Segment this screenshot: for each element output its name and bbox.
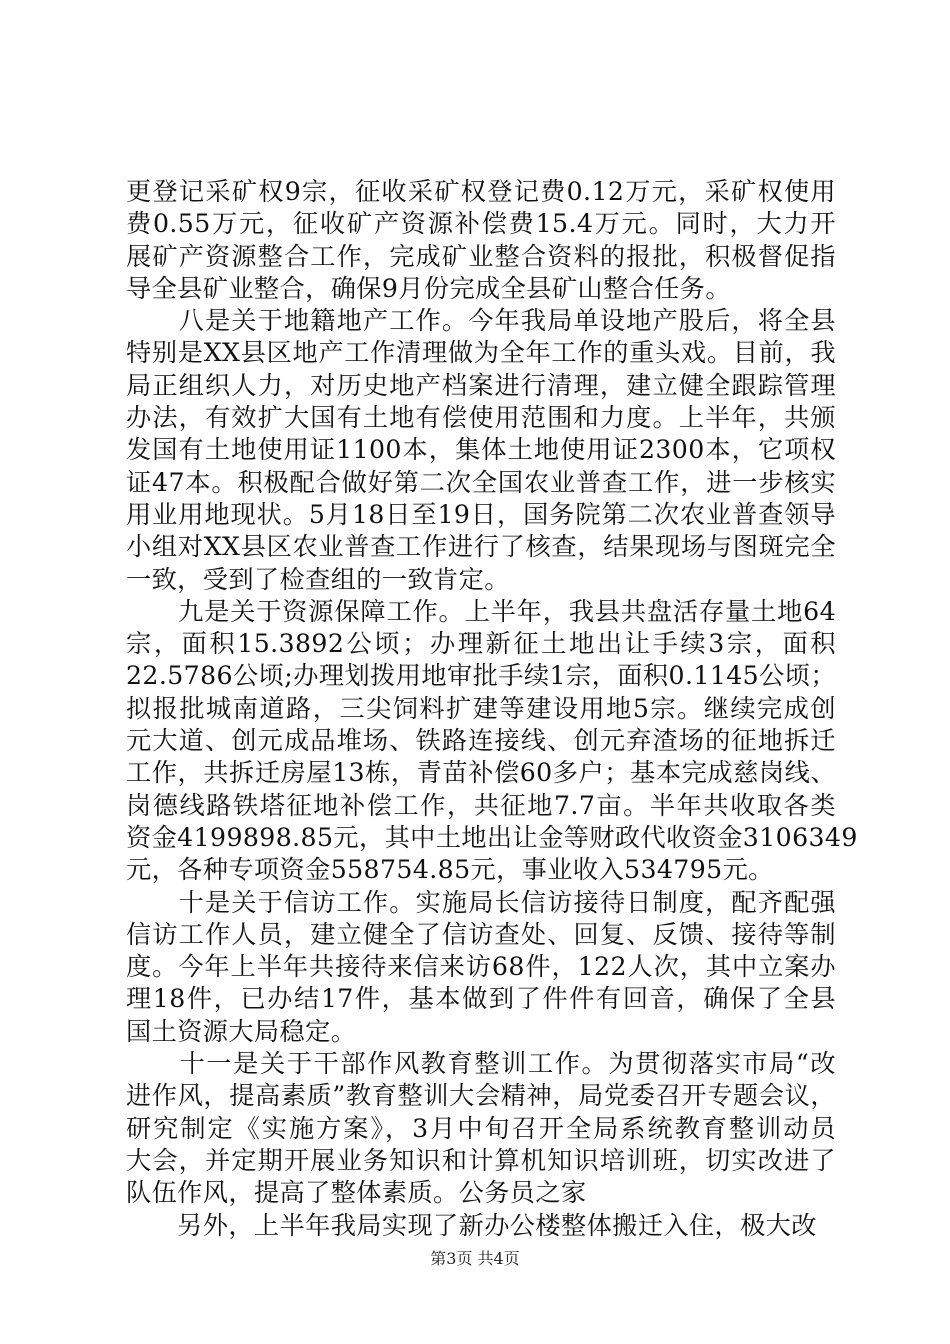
text-line: 大会，并定期开展业务知识和计算机知识培训班，切实改进了 <box>126 1145 836 1175</box>
text-line: 工作，共拆迁房屋13栋，青苗补偿60多户；基本完成慈岗线、 <box>126 758 836 788</box>
text-line: 十一是关于干部作风教育整训工作。为贯彻落实市局“改 <box>126 1049 836 1079</box>
text-line: 特别是XX县区地产工作清理做为全年工作的重头戏。目前，我 <box>126 338 836 368</box>
paragraph <box>126 176 836 305</box>
text-line: 理18件，已办结17件，基本做到了件件有回音，确保了全县 <box>126 984 836 1014</box>
page-footer: 第3页 共4页 <box>430 1249 520 1268</box>
text-line: 八是关于地籍地产工作。今年我局单设地产股后，将全县 <box>126 306 836 336</box>
text-line: 导全县矿业整合，确保9月份完成全县矿山整合任务。 <box>126 273 731 303</box>
text-line: 证47本。积极配合做好第二次全国农业普查工作，进一步核实 <box>126 467 836 497</box>
paragraph <box>126 596 858 887</box>
text-line: 拟报批城南道路，三尖饲料扩建等建设用地5宗。继续完成创 <box>126 693 836 723</box>
text-line: 十是关于信访工作。实施局长信访接待日制度，配齐配强 <box>126 887 836 917</box>
text-line: 用业用地现状。5月18日至19日，国务院第二次农业普查领导 <box>126 499 836 529</box>
text-line: 办法，有效扩大国有土地有偿使用范围和力度。上半年，共颁 <box>126 403 836 433</box>
text-line: 信访工作人员，建立健全了信访查处、回复、反馈、接待等制 <box>126 919 836 949</box>
text-line: 发国有土地使用证1100本，集体土地使用证2300本，它项权 <box>126 435 836 465</box>
text-line: 更登记采矿权9宗，征收采矿权登记费0.12万元，采矿权使用 <box>126 177 836 206</box>
text-line: 22.5786公顷;办理划拨用地审批手续1宗，面积0.1145公顷； <box>126 661 836 691</box>
text-line: 元大道、创元成品堆场、铁路连接线、创元弃渣场的征地拆迁 <box>126 726 836 756</box>
text-line: 队伍作风，提高了整体素质。公务员之家 <box>126 1178 587 1208</box>
text-line: 国土资源大局稳定。 <box>126 1016 357 1046</box>
text-line: 费0.55万元，征收矿产资源补偿费15.4万元。同时，大力开 <box>126 209 836 239</box>
text-line: 九是关于资源保障工作。上半年，我县共盘活存量土地64 <box>126 596 836 626</box>
text-line: 岗德线路铁塔征地补偿工作，共征地7.7亩。半年共收取各类 <box>126 790 836 820</box>
text-line: 小组对XX县区农业普查工作进行了核查，结果现场与图斑完全 <box>126 532 836 562</box>
paragraph <box>126 887 836 1048</box>
text-line: 度。今年上半年共接待来信来访68件，122人次，其中立案办 <box>126 952 836 982</box>
text-line: 研究制定《实施方案》，3月中旬召开全局系统教育整训动员 <box>126 1113 836 1143</box>
text-line: 元，各种专项资金558754.85元，事业收入534795元。 <box>126 855 774 885</box>
paragraph <box>126 1048 836 1209</box>
text-line: 资金4199898.85元，其中土地出让金等财政代收资金3106349 <box>126 822 858 852</box>
text-line: 宗，面积15.3892公顷；办理新征土地出让手续3宗，面积 <box>126 629 836 659</box>
paragraph <box>126 1210 836 1242</box>
text-line: 一致，受到了检查组的一致肯定。 <box>126 564 510 594</box>
text-line: 局正组织人力，对历史地产档案进行清理，建立健全跟踪管理 <box>126 370 836 400</box>
text-line: 进作风，提高素质”教育整训大会精神，局党委召开专题会议， <box>126 1081 836 1111</box>
text-line: 展矿产资源整合工作，完成矿业整合资料的报批，积极督促指 <box>126 241 836 271</box>
document-body <box>126 176 858 1242</box>
paragraph <box>126 305 836 596</box>
text-line: 另外，上半年我局实现了新办公楼整体搬迁入住，极大改 <box>126 1210 817 1240</box>
